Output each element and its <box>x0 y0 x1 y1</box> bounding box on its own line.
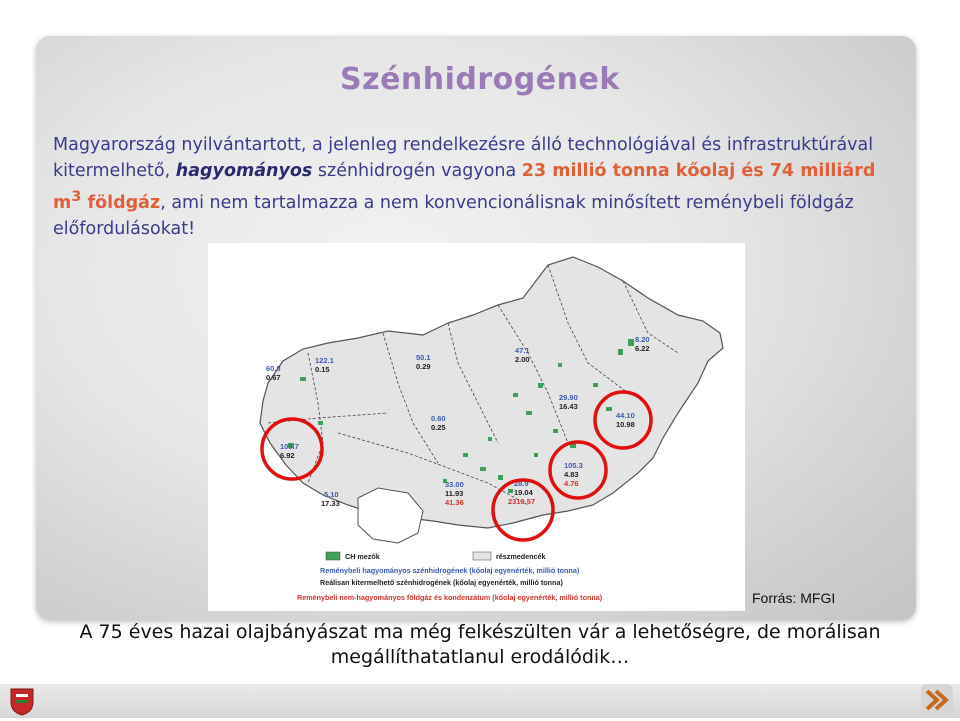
region-13-prospective: 5.10 <box>324 490 339 499</box>
region-13-recoverable: 17.33 <box>321 499 340 508</box>
region-1-prospective: 60.8 <box>266 364 281 373</box>
region-6-recoverable: 16.43 <box>559 402 578 411</box>
highlight-text-1: 23 millió tonna kőolaj és 74 milliárd m <box>53 161 876 213</box>
region-3-recoverable: 0.29 <box>416 362 431 371</box>
footer-statement: A 75 éves hazai olajbányászat ma még felkészülten vár a lehetőségre, de morálisan megállíthatatlanul erodálódik… <box>79 621 881 668</box>
region-10-recoverable: 4.83 <box>564 470 579 479</box>
body-paragraph <box>53 132 903 242</box>
region-11-recoverable: 11.93 <box>445 489 464 498</box>
region-10-prospective: 105.3 <box>564 461 583 470</box>
region-12-prospective: 28.9 <box>514 479 529 488</box>
body-emphasis: hagyományos <box>175 161 313 181</box>
region-12-recoverable: 19.04 <box>514 488 533 497</box>
next-slide-button[interactable] <box>920 683 954 717</box>
region-4-recoverable: 2.00 <box>515 355 530 364</box>
legend-fields-label: CH mezők <box>345 552 380 561</box>
highlight-superscript: 3 <box>71 188 82 205</box>
region-8-prospective: 44.10 <box>616 411 635 420</box>
slide-title: Szénhidrogének <box>340 62 620 97</box>
highlight-text-2: földgáz <box>81 192 161 213</box>
region-7-recoverable: 0.25 <box>431 423 446 432</box>
map-svg <box>208 243 745 611</box>
region-2-recoverable: 0.15 <box>315 365 330 374</box>
map-legend <box>297 552 603 602</box>
region-6-prospective: 29.90 <box>559 393 578 402</box>
country-outline <box>260 257 723 528</box>
legend-fields-swatch <box>326 552 340 560</box>
legend-line-unconventional: Reménybeli nem-hagyományos földgáz és kondenzátum (kőolaj egyenérték, millió tonna) <box>297 593 603 602</box>
body-text-part2: szénhidrogén vagyona <box>312 161 522 181</box>
legend-basins-label: részmedencék <box>496 552 546 561</box>
body-text-part3: , ami nem tartalmazza a nem konvencionálisnak minősített reménybeli földgáz előfordulásokat! <box>53 192 854 239</box>
region-11-unconventional: 41.36 <box>445 498 464 507</box>
region-2-prospective: 122.1 <box>315 356 334 365</box>
region-12-unconventional: 2319.57 <box>508 497 536 506</box>
region-1-recoverable: 0.67 <box>266 373 281 382</box>
bottom-bar <box>0 684 960 718</box>
body-text-part1: Magyarország nyilvántartott, a jelenleg rendelkezésre álló technológiával és infrastruktúrával kitermelhető, <box>53 135 874 181</box>
legend-basins-swatch <box>473 552 491 560</box>
region-10-unconventional: 4.76 <box>564 479 579 488</box>
region-3-prospective: 50.1 <box>416 353 431 362</box>
double-chevron-right-icon <box>920 683 954 717</box>
region-9-recoverable: 6.92 <box>280 451 295 460</box>
legend-line-recoverable: Reálisan kitermelhető szénhidrogének (kőolaj egyenérték, millió tonna) <box>320 578 563 587</box>
university-crest-icon <box>8 686 36 716</box>
region-5-recoverable: 6.22 <box>635 344 650 353</box>
hungary-hydrocarbon-map <box>208 243 745 611</box>
region-4-prospective: 47.1 <box>515 346 530 355</box>
region-7-prospective: 0.60 <box>431 414 446 423</box>
region-8-recoverable: 10.98 <box>616 420 635 429</box>
region-5-prospective: 8.20 <box>635 335 650 344</box>
legend-line-prospective: Reménybeli hagyományos szénhidrogének (kőolaj egyenérték, millió tonna) <box>320 566 580 575</box>
region-9-prospective: 105.7 <box>280 442 299 451</box>
source-caption: Forrás: MFGI <box>752 590 836 606</box>
region-11-prospective: 33.00 <box>445 480 464 489</box>
